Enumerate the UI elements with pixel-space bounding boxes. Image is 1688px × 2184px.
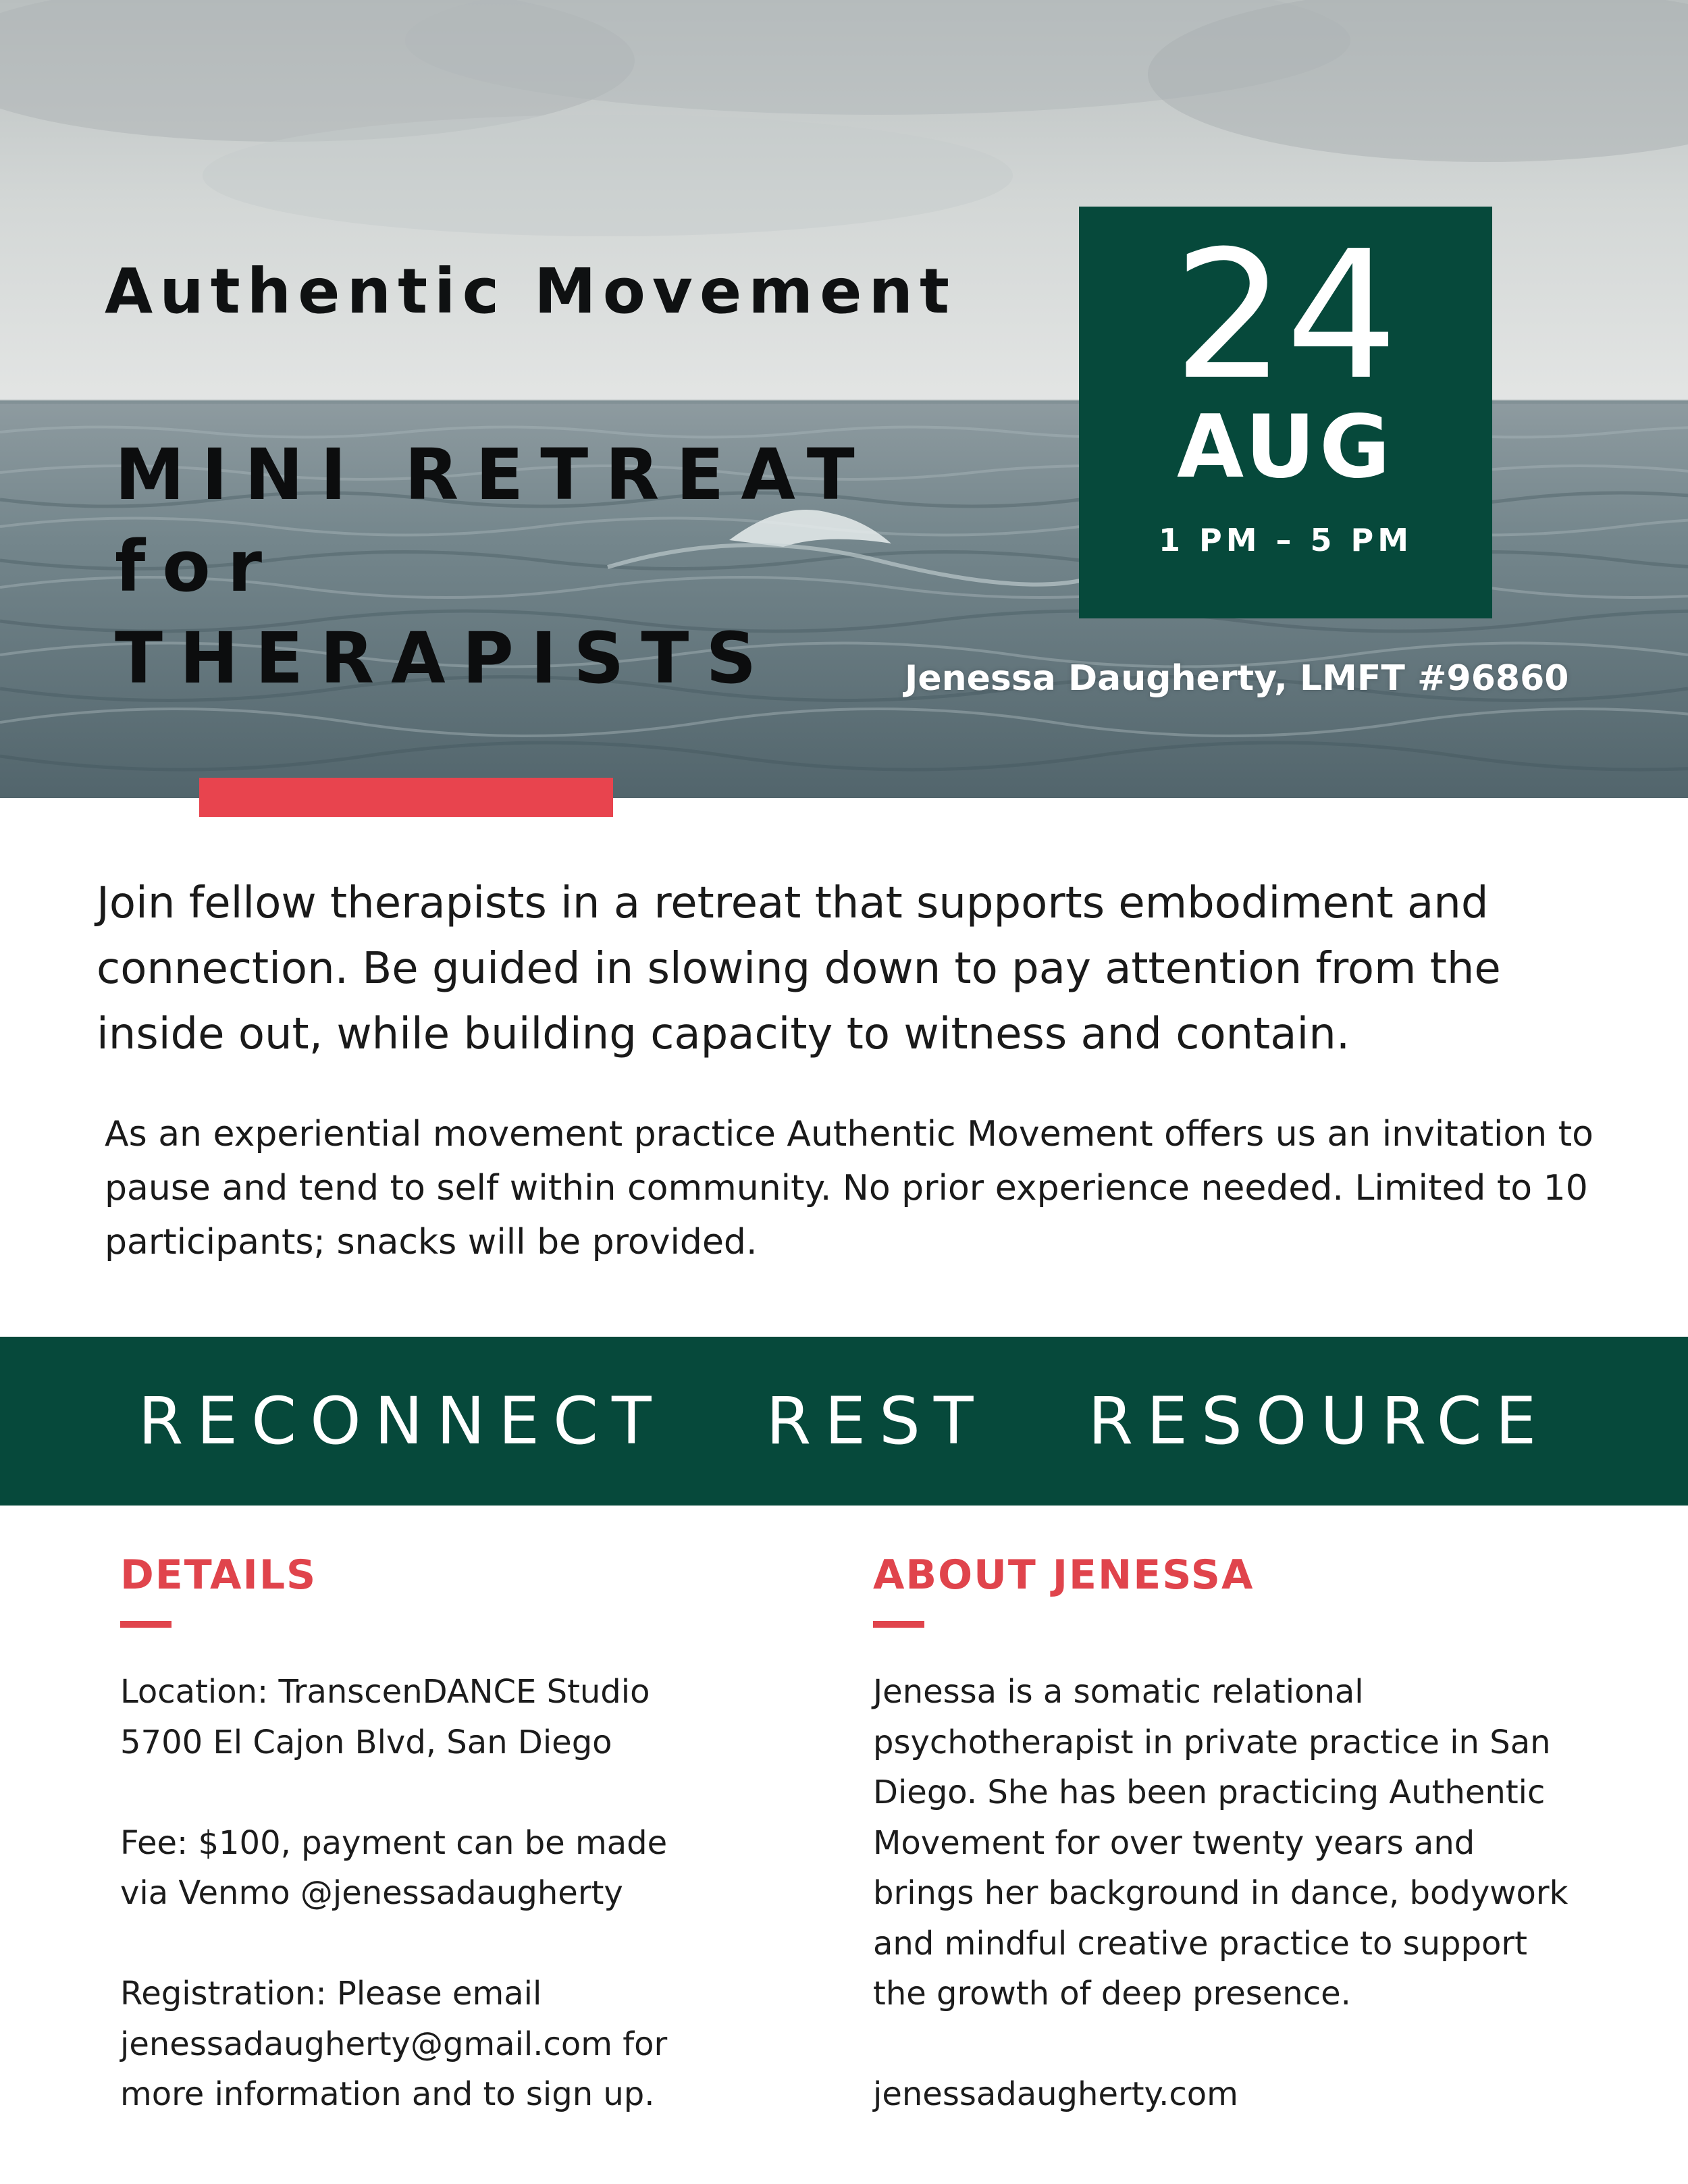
about-line: brings her background in dance, bodywork: [873, 1874, 1568, 1912]
about-line: the growth of deep presence.: [873, 1975, 1351, 2013]
fee-line: Fee: $100, payment can be made: [120, 1823, 668, 1862]
about-body: [873, 1667, 1582, 2120]
location-line: Location: TranscenDANCE Studio: [120, 1673, 650, 1711]
about-section: [873, 1549, 1582, 2120]
subtitle-line: for: [115, 525, 279, 608]
about-line: psychotherapist in private practice in San: [873, 1723, 1551, 1761]
details-body: [120, 1667, 829, 2120]
about-line: Jenessa is a somatic relational: [873, 1673, 1364, 1711]
heading-underline: [873, 1621, 924, 1628]
retreat-subtitle: [115, 429, 872, 704]
event-title: Authentic Movement: [105, 255, 956, 327]
presenter-name: Jenessa Daugherty, LMFT #96860: [905, 658, 1569, 699]
subtitle-line: MINI RETREAT: [115, 433, 872, 516]
hero-banner: [0, 0, 1688, 798]
address-line: 5700 El Cajon Blvd, San Diego: [120, 1723, 612, 1761]
details-section: [120, 1549, 829, 2120]
details-heading: DETAILS: [120, 1551, 317, 1599]
date-month: AUG: [1176, 397, 1395, 498]
about-line: Movement for over twenty years and: [873, 1823, 1475, 1862]
tagline-word: RESOURCE: [1088, 1383, 1550, 1459]
about-heading: ABOUT JENESSA: [873, 1551, 1255, 1599]
event-time: 1 PM – 5 PM: [1158, 522, 1413, 558]
intro-body-paragraph: As an experiential movement practice Authentic Movement offers us an invitation to pause and tend to self within community. No prior experience needed. Limited to 10 participants; snacks will be provided.: [105, 1114, 1593, 1262]
date-badge: [1079, 207, 1492, 618]
about-line: Diego. She has been practicing Authentic: [873, 1774, 1546, 1811]
registration-note-line: more information and to sign up.: [120, 2075, 655, 2113]
email-line[interactable]: jenessadaugherty@gmail.com for: [120, 2025, 668, 2063]
date-day: 24: [1173, 213, 1398, 419]
registration-line: Registration: Please email: [120, 1975, 542, 2013]
accent-divider: [199, 778, 613, 817]
subtitle-line: THERAPISTS: [115, 617, 774, 699]
tagline-band: [0, 1337, 1688, 1506]
website-link[interactable]: jenessadaugherty.com: [873, 2075, 1238, 2113]
tagline-word: REST: [766, 1383, 987, 1459]
tagline-word: RECONNECT: [138, 1383, 665, 1459]
intro-lead-paragraph: Join fellow therapists in a retreat that supports embodiment and connection. Be guided in slowing down to pay attention from the inside out, while building capacity to witness and contain.: [97, 878, 1501, 1059]
about-line: and mindful creative practice to support: [873, 1924, 1527, 1963]
payment-line: via Venmo @jenessadaugherty: [120, 1874, 623, 1912]
heading-underline: [120, 1621, 172, 1628]
